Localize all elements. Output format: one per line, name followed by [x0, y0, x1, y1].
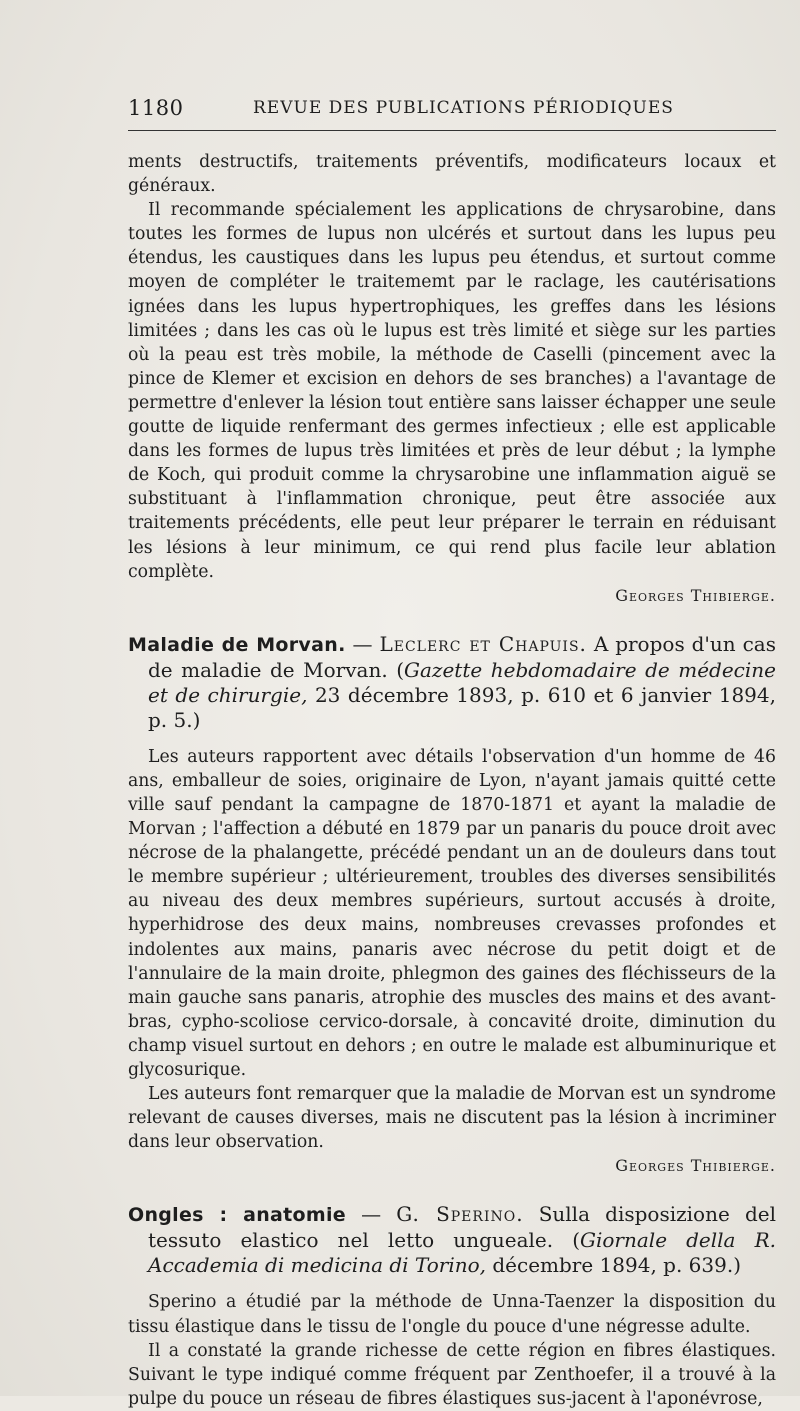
section-authors: Leclerc et Chapuis.	[379, 631, 587, 656]
journal-ref: 23 décembre 1893, p. 610 et 6 janvier 1894, p. 5.)	[148, 682, 776, 732]
section-authors: G. Sperino.	[396, 1202, 524, 1227]
section-morvan	[128, 745, 776, 1179]
signature: Georges Thibierge.	[615, 1156, 776, 1176]
running-title: REVUE DES PUBLICATIONS PÉRIODIQUES	[253, 98, 674, 118]
journal-name: Gazette hebdomadaire de médecine et de chirurgie,	[148, 657, 777, 707]
paragraph: Il recommande spécialement les applications de chrysarobine, dans toutes les formes de lupus non ulcérés et surtout dans les lupus peu étendus, les caustiques dans les lupus peu étendus, et surtout comme moyen de compléter le traitememt par le raclage, les cautérisations ignées dans les lupus hypertrophiques, les greffes dans les lésions limitées ; dans les cas où le lupus est très limité et siège sur les parties où la peau est très mobile, la méthode de Caselli (pincement avec la pince de Klemer et excision en dehors de ses branches) a l'avantage de permettre d'enlever la lésion tout entière sans laisser échapper une seule goutte de liquide renfermant des germes infectieux ; elle est applicable dans les formes de lupus très limitées et près de leur début ; la lymphe de Koch, qui produit comme la chrysarobine une inflammation aiguë se substituant à l'inflammation chronique, peut être associée aux traitements précédents, elle peut leur préparer le terrain en réduisant les lésions à leur minimum, ce qui rend plus facile leur ablation complète.	[128, 200, 776, 582]
header-rule	[128, 130, 776, 131]
journal-name: Giornale della R. Accademia di medicina di Torino,	[148, 1228, 776, 1278]
paragraph: Sperino a étudié par la méthode de Unna-Taenzer la disposition du tissu élastique dans le tissu de l'ongle du pouce d'une négresse adulte.	[128, 1292, 776, 1337]
section-topic: Maladie de Morvan.	[128, 633, 346, 656]
paragraph: Il a constaté la grande richesse de cette région en fibres élastiques. Suivant le type indiqué comme fréquent par Zenthoefer, il a trouvé à la pulpe du pouce un réseau de fibres élastiques sus-jacent à l'aponévrose,	[128, 1340, 776, 1409]
section-title: Sulla disposizione del tessuto elastico nel letto ungueale. (	[148, 1202, 776, 1253]
section-heading-morvan	[128, 632, 776, 733]
paragraph: ments destructifs, traitements préventifs, modificateurs locaux et généraux.	[128, 152, 776, 197]
section-topic: Ongles : anatomie	[128, 1204, 346, 1227]
paragraph: Les auteurs font remarquer que la maladie de Morvan est un syndrome relevant de causes diverses, mais ne discutent pas la lésion à incriminer dans leur observation.	[128, 1084, 776, 1153]
page-number: 1180	[128, 96, 184, 120]
section-title: A propos d'un cas de maladie de Morvan. (	[148, 631, 776, 682]
article-body	[128, 150, 776, 1411]
signature: Georges Thibierge.	[615, 585, 776, 605]
heading-dash: —	[345, 631, 380, 656]
heading-dash: —	[346, 1202, 397, 1227]
section-lupus-continued	[128, 150, 776, 608]
paragraph: Les auteurs rapportent avec détails l'observation d'un homme de 46 ans, emballeur de soies, originaire de Lyon, n'ayant jamais quitté cette ville sauf pendant la campagne de 1870-1871 et ayant la maladie de Morvan ; l'affection a débuté en 1879 par un panaris du pouce droit avec nécrose de la phalangette, précédé pendant un an de douleurs dans tout le membre supérieur ; ultérieurement, troubles des diverses sensibilités au niveau des deux membres supérieurs, surtout accusés à droite, hyperhidrose des deux mains, nombreuses crevasses profondes et indolentes aux mains, panaris avec nécrose du petit doigt et de l'annulaire de la main droite, phlegmon des gaines des fléchisseurs de la main gauche sans panaris, atrophie des muscles des mains et des avant-bras, cypho-scoliose cervico-dorsale, à concavité droite, diminution du champ visuel surtout en dehors ; en outre le malade est albuminurique et glycosurique.	[128, 746, 776, 1080]
section-heading-ongles	[128, 1202, 776, 1278]
journal-ref: décembre 1894, p. 639.)	[486, 1253, 742, 1278]
section-ongles	[128, 1290, 776, 1410]
